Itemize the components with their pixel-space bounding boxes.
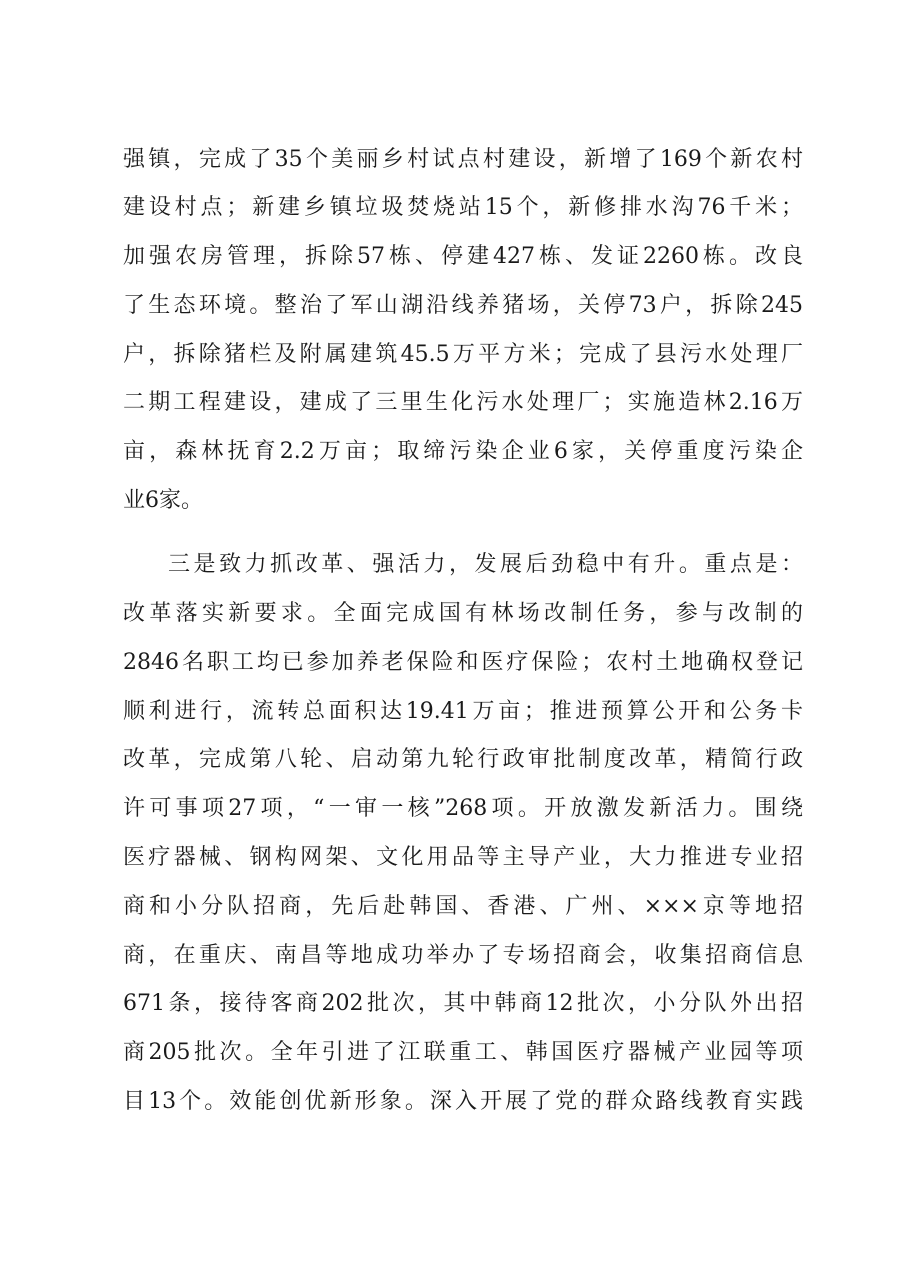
paragraph-2-line-3: 2846名职工均已参加养老保险和医疗保险；农村土地确权登记 (123, 650, 803, 675)
paragraph-1-line-2: 建设村点；新建乡镇垃圾焚烧站15个，新修排水沟76千米； (123, 195, 803, 220)
paragraph-1-line-8: 业6家。 (123, 488, 203, 513)
paragraph-2-line-1: 三是致力抓改革、强活力，发展后劲稳中有升。重点是： (168, 552, 803, 577)
paragraph-1-line-1: 强镇，完成了35个美丽乡村试点村建设，新增了169个新农村 (123, 147, 803, 172)
paragraph-1-line-5: 户，拆除猪栏及附属建筑45.5万平方米；完成了县污水处理厂 (123, 342, 803, 367)
paragraph-2-line-11: 商205批次。全年引进了江联重工、韩国医疗器械产业园等项 (123, 1040, 803, 1065)
paragraph-1-line-3: 加强农房管理，拆除57栋、停建427栋、发证2260栋。改良 (123, 244, 803, 269)
paragraph-2-line-4: 顺利进行，流转总面积达19.41万亩；推进预算公开和公务卡 (123, 699, 803, 724)
paragraph-2-line-6: 许可事项27项，“一审一核”268项。开放激发新活力。围绕 (123, 796, 803, 821)
paragraph-2-line-7: 医疗器械、钢构网架、文化用品等主导产业，大力推进专业招 (123, 845, 803, 870)
paragraph-2-line-9: 商，在重庆、南昌等地成功举办了专场招商会，收集招商信息 (123, 943, 803, 968)
paragraph-2-line-10: 671条，接待客商202批次，其中韩商12批次，小分队外出招 (123, 991, 803, 1016)
paragraph-1-line-7: 亩，森林抚育2.2万亩；取缔污染企业6家，关停重度污染企 (123, 439, 803, 464)
paragraph-2-line-5: 改革，完成第八轮、启动第九轮行政审批制度改革，精简行政 (123, 747, 803, 772)
paragraph-2-line-12: 目13个。效能创优新形象。深入开展了党的群众路线教育实践 (123, 1089, 803, 1114)
paragraph-1-line-6: 二期工程建设，建成了三里生化污水处理厂；实施造林2.16万 (123, 390, 803, 415)
paragraph-2-line-8: 商和小分队招商，先后赴韩国、香港、广州、×××京等地招 (123, 894, 803, 919)
paragraph-1-line-4: 了生态环境。整治了军山湖沿线养猪场，关停73户，拆除245 (123, 293, 803, 318)
paragraph-2-line-2: 改革落实新要求。全面完成国有林场改制任务，参与改制的 (123, 601, 803, 626)
